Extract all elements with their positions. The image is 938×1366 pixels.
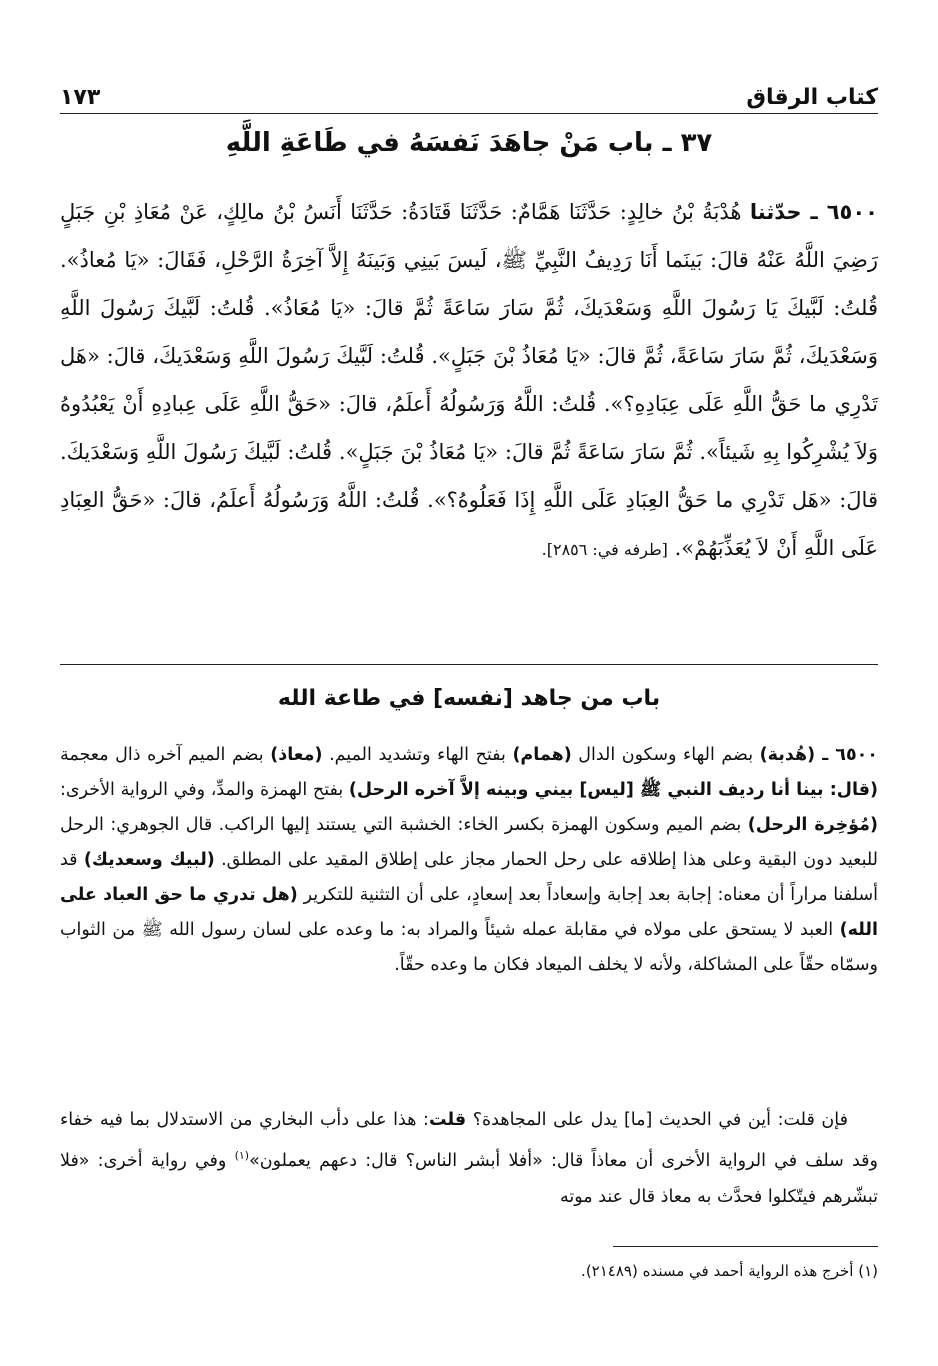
commentary-continuation: وفي رواية أخرى: «فلا تبشّرهم فيتّكلوا فحدَّث به معاذ قال عند موته [60,1150,878,1207]
commentary-quote: (همام) [512,745,572,765]
commentary-text: بضم الميم وسكون الهمزة بكسر الخاء: الخشبة التي يستند إليها الراكب. قال الجوهري: الرحل للبعيد دون البقية وعلى هذا إطلاقه على رحل الحمار مجاز على إطلاق المقيد على المطلق. [60,815,879,870]
commentary-rule [60,664,878,665]
commentary-paragraph-2 [60,1102,878,1215]
commentary-text: بفتح الهمزة والمدِّ، وفي الرواية الأخرى: [60,780,349,800]
commentary-quote: (معاذ) [270,745,323,765]
commentary-text: بفتح الهاء وتشديد الميم. [322,745,513,765]
footnote-marker[interactable]: (١) [234,1149,250,1162]
page-number: ١٧٣ [60,85,101,110]
hadith-text [60,188,878,574]
footnote: (١) أخرج هذه الرواية أحمد في مسنده (٢١٤٨٩). [581,1262,878,1280]
hadith-reference: [طرفه في: ٢٨٥٦]. [541,540,668,559]
chapter-title: ٣٧ ـ باب مَنْ جاهَدَ نَفسَهُ في طَاعَةِ اللَّهِ [225,128,713,158]
commentary-text: قد أسلفنا مراراً أن معناه: إجابة بعد إجابة وإسعاداً بعد إسعادٍ، على أن التثنية للتكرير [60,850,878,905]
commentary-text: العبد لا يستحق على مولاه في مقابلة عمله شيئاً والمراد به: ما وعده على لسان رسول الله ﷺ من الثواب وسمّاه حقّاً على المشاكلة، ولأنه لا يخلف الميعاد فكان ما وعده حقّاً. [60,920,878,975]
commentary-answer: : هذا على دأب البخاري من الاستدلال بما فيه خفاء وقد سلف في الرواية الأخرى أن معاذاً قال: «أفلا أبشر الناس؟ قال: دعهم يعملون» [60,1110,878,1171]
commentary-paragraph-1 [60,738,878,983]
commentary-text: بضم الميم آخره ذال معجمة [60,745,271,765]
running-head: كتاب الرقاق [746,85,878,110]
commentary-answer-label: قلت [428,1110,467,1130]
hadith-body: هُدْبَةُ بْنُ خالِدٍ: حَدَّثَنَا هَمَّامٌ: حَدَّثَنَا قَتَادَةُ: حَدَّثَنَا أَنَسُ بْنُ مالِكٍ، عَنْ مُعَاذِ بْنِ جَبَلٍ رَضِيَ اللَّهُ عَنْهُ قالَ: بَينَما أَنَا رَدِيفُ النَّبِيِّ ﷺ، لَيسَ بَينِي وَبَينَهُ إِلاَّ آخِرَةُ الرَّحْلِ، فَقَالَ: «يَا مُعاذُ». قُلتُ: لَبَّيكَ يَا رَسُولَ اللَّهِ وَسَعْدَيكَ، ثُمَّ سَارَ سَاعَةً ثُمَّ قالَ: «يَا مُعَاذُ». قُلتُ: لَبَّيكَ رَسُولَ اللَّهِ وَسَعْدَيكَ، ثُمَّ سَارَ سَاعَةً، ثُمَّ قالَ: «يَا مُعَاذُ بْنَ جَبَلٍ». قُلتُ: لَبَّيكَ رَسُولَ اللَّهِ وَسَعْدَيكَ، قالَ: «هَل تَدْرِي ما حَقُّ اللَّهِ عَلَى عِبَادِهِ؟». قُلتُ: اللَّهُ وَرَسُولُهُ أَعلَمُ، قالَ: «حَقُّ اللَّهِ عَلَى عِبادِهِ أَنْ يَعْبُدُوهُ وَلاَ يُشْرِكُوا بِهِ شَيئاً». ثُمَّ سَارَ سَاعَةً ثُمَّ قالَ: «يَا مُعَاذُ بْنَ جَبَلٍ». قُلتُ: لَبَّيكَ رَسُولَ اللَّهِ وَسَعْدَيكَ. قالَ: «هَل تَدْرِي ما حَقُّ العِبَادِ عَلَى اللَّهِ إِذَا فَعَلُوهُ؟». قُلتُ: اللَّهُ وَرَسُولُهُ أَعلَمُ، قالَ: «حَقُّ العِبَادِ عَلَى اللَّهِ أَنْ لاَ يُعَذِّبَهُمْ». [60,200,878,560]
header-rule [60,113,878,114]
commentary-title: باب من جاهد [نفسه] في طاعة الله [277,686,661,711]
commentary-quote: (لبيك وسعديك) [83,850,215,870]
commentary-question: فإن قلت: أين في الحديث [ما] يدل على المجاهدة؟ [466,1110,848,1130]
hadith-number: ٦٥٠٠ ـ حدّثنا [749,200,878,224]
commentary-text: بضم الهاء وسكون الدال [571,745,760,765]
commentary-quote: (مُؤخِرة الرحل) [747,815,878,835]
footnote-rule [613,1246,878,1247]
commentary-quote: (هل تدري ما حق العباد على الله) [60,885,878,940]
commentary-quote: (قال: بينا أنا رديف النبي ﷺ [ليس] بيني وبينه إلاَّ آخره الرحل) [348,780,879,800]
page-header [60,70,878,110]
commentary-quote: ٦٥٠٠ ـ (هُدبة) [759,745,878,765]
